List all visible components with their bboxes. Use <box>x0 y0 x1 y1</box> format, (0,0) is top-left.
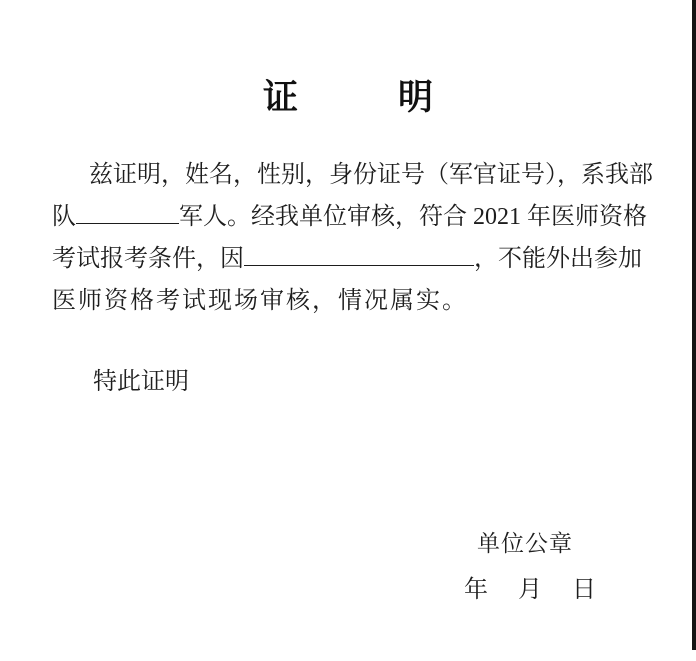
blank-reason-field <box>244 264 474 266</box>
body-line-1-text: 兹证明，姓名，性别，身份证号（军官证号），系我部 <box>89 162 653 188</box>
document-title <box>0 70 696 120</box>
unit-seal-label: 单位公章 <box>477 531 573 556</box>
body-paragraph <box>52 154 652 322</box>
body-line-3-pre: 考试报考条件，因 <box>52 246 244 272</box>
title-char-zheng: 证 <box>262 78 298 117</box>
body-line-2-post: 军人。经我单位审核，符合 2021 年医师资格 <box>179 204 647 230</box>
date-line <box>464 569 596 604</box>
title-char-ming: 明 <box>398 78 434 117</box>
body-line-3 <box>52 238 652 280</box>
body-line-4-text: 医师资格考试现场审核，情况属实。 <box>52 288 468 314</box>
body-line-4 <box>52 280 652 322</box>
body-line-1 <box>52 154 652 196</box>
month-label: 月 <box>518 577 542 603</box>
closing-statement: 特此证明 <box>93 369 189 395</box>
year-label: 年 <box>464 577 488 603</box>
body-line-3-post: ，不能外出参加 <box>474 246 642 272</box>
body-line-2 <box>52 196 652 238</box>
day-label: 日 <box>572 577 596 603</box>
body-line-2-pre: 队 <box>52 204 76 230</box>
blank-unit-name-field <box>76 222 179 224</box>
